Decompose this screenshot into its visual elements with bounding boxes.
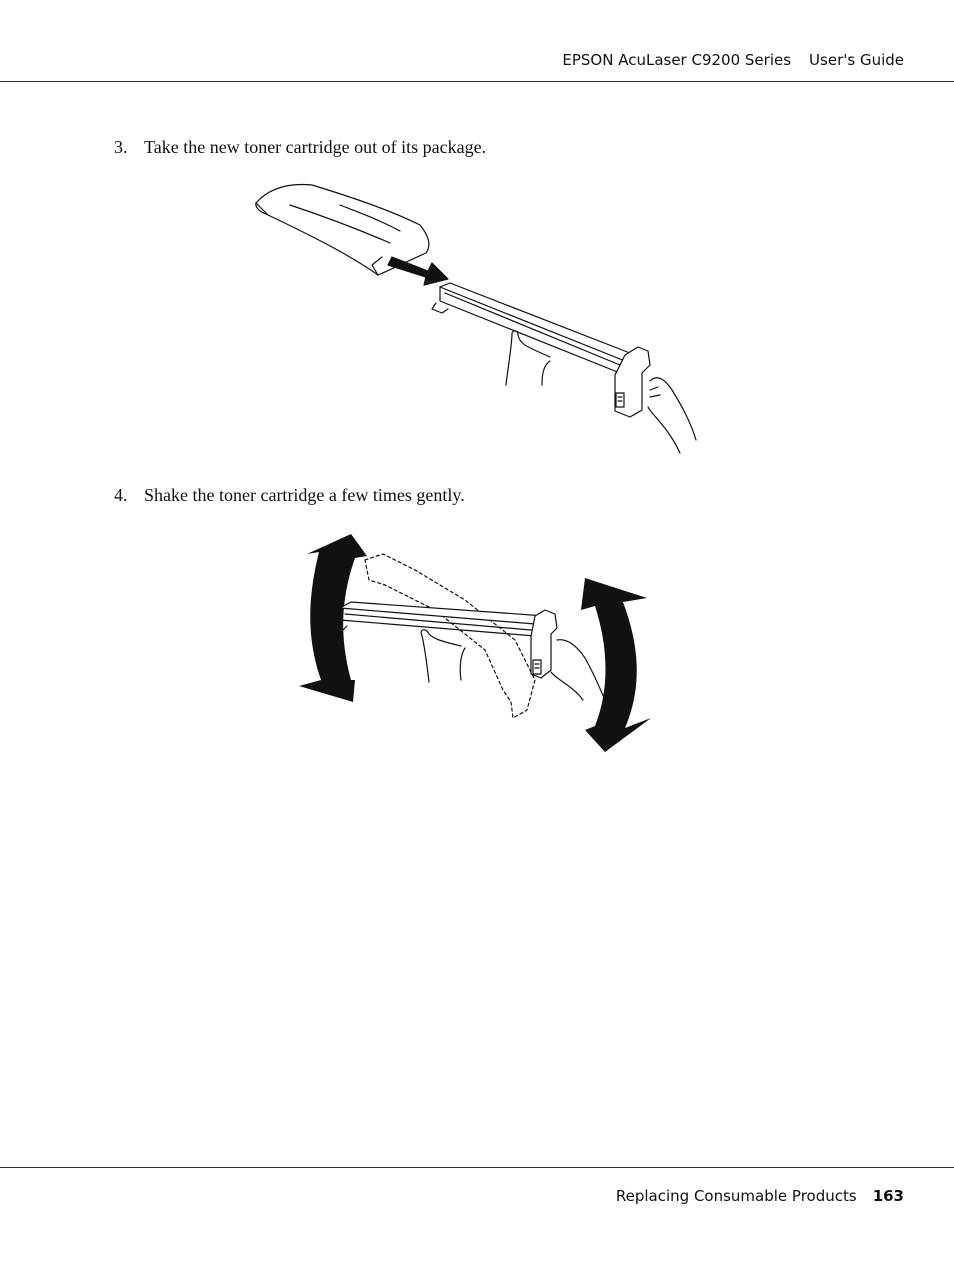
toner-cartridge-shaking bbox=[333, 602, 557, 678]
hand-right bbox=[648, 378, 696, 453]
step-3 bbox=[114, 137, 486, 158]
ghost-cartridge-outline bbox=[365, 554, 535, 718]
hand-right-shaking bbox=[551, 640, 605, 700]
pull-arrow bbox=[388, 257, 448, 285]
hand-left bbox=[506, 331, 550, 385]
header-title bbox=[562, 51, 904, 69]
step-4 bbox=[114, 485, 465, 506]
hand-left-shaking bbox=[421, 630, 465, 682]
page-number: 163 bbox=[872, 1187, 904, 1205]
page-footer bbox=[0, 1167, 954, 1228]
shake-arrow-left bbox=[299, 534, 367, 702]
header-product: EPSON AcuLaser C9200 Series bbox=[562, 51, 792, 69]
step-4-number: 4. bbox=[114, 485, 128, 505]
step-4-text: Shake the toner cartridge a few times gently. bbox=[144, 485, 465, 505]
page-header bbox=[0, 0, 954, 82]
shake-cartridge-illustration bbox=[295, 530, 660, 760]
shake-arrow-right bbox=[581, 578, 651, 752]
unpack-cartridge-illustration bbox=[250, 175, 710, 460]
footer-info bbox=[616, 1187, 904, 1205]
step-3-number: 3. bbox=[114, 137, 128, 157]
toner-cartridge bbox=[432, 283, 650, 417]
footer-section: Replacing Consumable Products bbox=[615, 1187, 857, 1205]
header-guide: User's Guide bbox=[809, 51, 904, 69]
step-3-text: Take the new toner cartridge out of its package. bbox=[144, 137, 487, 157]
